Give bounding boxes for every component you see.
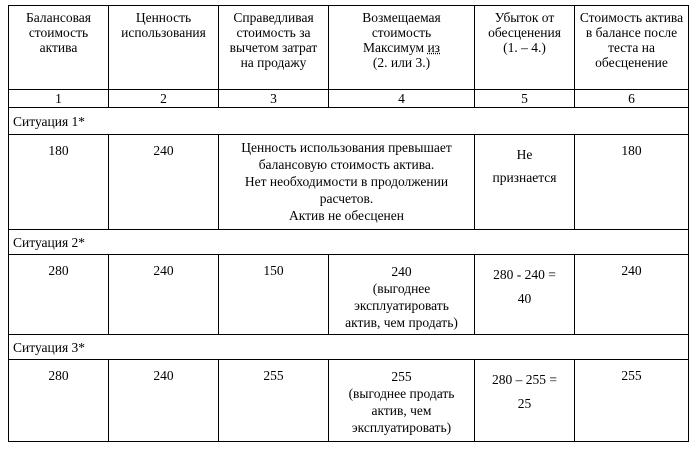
header-recoverable-of: из — [427, 40, 441, 55]
situation-1-note-line3: Нет необходимости в продолжении — [244, 174, 449, 189]
situation-3-carrying-amount: 280 — [9, 360, 109, 442]
column-number-5: 5 — [475, 90, 575, 108]
situation-3-value-in-use: 240 — [109, 360, 219, 442]
situation-1-loss-line2: признается — [492, 170, 557, 185]
situation-2-loss-line1: 280 - 240 = — [493, 267, 556, 282]
situation-3-fair-value: 255 — [219, 360, 329, 442]
header-row — [9, 6, 689, 90]
situation-3-loss-line2: 25 — [517, 396, 532, 411]
situation-3-title: Ситуация 3* — [9, 335, 689, 360]
header-impairment-line2: (1. – 4.) — [503, 40, 546, 55]
situation-1-value-in-use: 240 — [109, 135, 219, 230]
header-recoverable-line1: Возмещаемая стоимость — [362, 10, 441, 40]
column-number-4: 4 — [329, 90, 475, 108]
situation-3-recoverable-value: 255 — [391, 369, 412, 384]
situation-3-impairment-loss — [475, 360, 575, 442]
situation-2-recoverable-note1: (выгоднее — [372, 281, 431, 296]
situation-1-loss-line1: Не — [516, 147, 533, 162]
situation-2-fair-value: 150 — [219, 255, 329, 335]
situation-1-impairment-loss — [475, 135, 575, 230]
header-impairment-line1: Убыток от обесценения — [488, 10, 561, 40]
header-value-in-use: Ценность использования — [109, 6, 219, 90]
situation-1-title-row — [9, 108, 689, 135]
situation-1-note-line4: расчетов. — [319, 191, 374, 206]
header-recoverable-line3: (2. или 3.) — [372, 55, 431, 70]
header-carrying-amount: Балансовая стоимость актива — [9, 6, 109, 90]
header-impairment-loss — [475, 6, 575, 90]
situation-2-recoverable-amount — [329, 255, 475, 335]
situation-2-carrying-amount: 280 — [9, 255, 109, 335]
situation-3-recoverable-note3: эксплуатировать) — [351, 420, 452, 435]
column-number-1: 1 — [9, 90, 109, 108]
situation-3-recoverable-note1: (выгоднее продать — [348, 386, 455, 401]
situation-1-carrying-amount: 180 — [9, 135, 109, 230]
header-recoverable-amount — [329, 6, 475, 90]
header-recoverable-max: Максимум — [362, 40, 428, 55]
situation-2-loss-line2: 40 — [517, 291, 532, 306]
situation-3-balance-after: 255 — [575, 360, 689, 442]
situation-2-balance-after: 240 — [575, 255, 689, 335]
situation-1-note-line2: балансовую стоимость актива. — [258, 157, 435, 172]
impairment-table — [8, 5, 689, 442]
situation-3-title-row — [9, 335, 689, 360]
header-balance-after-test: Стоимость актива в балансе после теста на обесценение — [575, 6, 689, 90]
situation-1-note-line1: Ценность использования превышает — [241, 140, 452, 155]
situation-3-recoverable-note2: актив, чем — [371, 403, 432, 418]
situation-2-recoverable-note3: актив, чем продать) — [345, 315, 458, 330]
header-fair-value-less-costs: Справедливая стоимость за вычетом затрат на продажу — [219, 6, 329, 90]
situation-3-recoverable-amount — [329, 360, 475, 442]
column-number-row — [9, 90, 689, 108]
situation-1-balance-after: 180 — [575, 135, 689, 230]
column-number-3: 3 — [219, 90, 329, 108]
situation-2-recoverable-note2: эксплуатировать — [354, 298, 449, 313]
situation-2-title-row — [9, 230, 689, 255]
situation-1-note-line5: Актив не обесценен — [288, 208, 404, 223]
header-recoverable-line2 — [332, 40, 471, 55]
situation-3-row — [9, 360, 689, 442]
situation-2-title: Ситуация 2* — [9, 230, 689, 255]
situation-2-impairment-loss — [475, 255, 575, 335]
situation-2-row — [9, 255, 689, 335]
situation-2-recoverable-value: 240 — [391, 264, 412, 279]
column-number-2: 2 — [109, 90, 219, 108]
column-number-6: 6 — [575, 90, 689, 108]
situation-2-value-in-use: 240 — [109, 255, 219, 335]
situation-1-title: Ситуация 1* — [9, 108, 689, 135]
situation-3-loss-line1: 280 – 255 = — [492, 372, 557, 387]
situation-1-row — [9, 135, 689, 230]
situation-1-note — [219, 135, 475, 230]
